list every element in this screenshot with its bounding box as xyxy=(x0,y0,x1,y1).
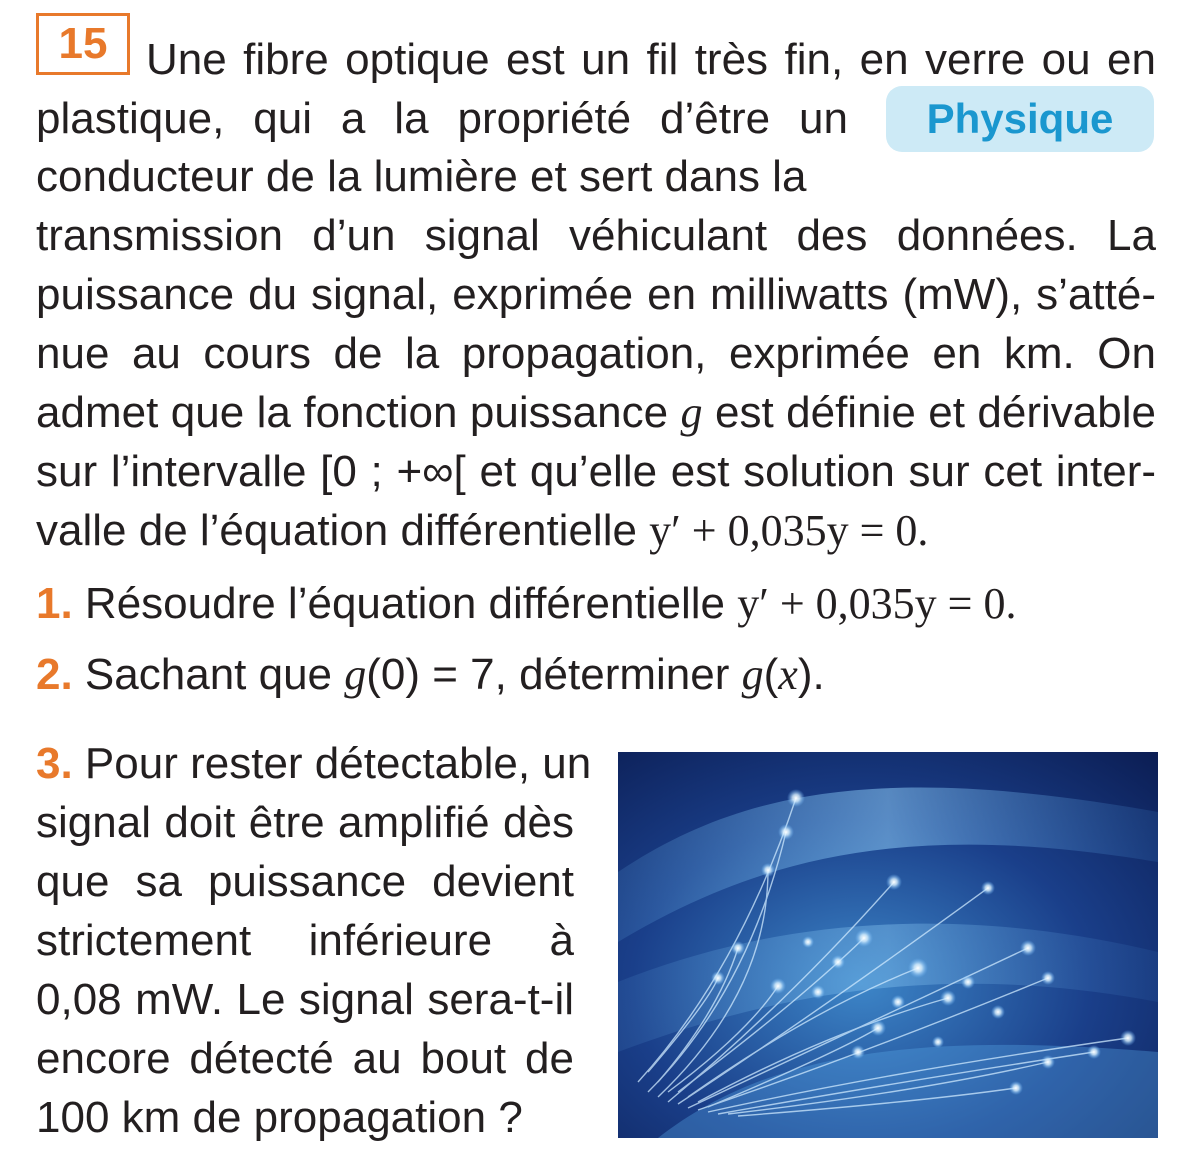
question-3-line-7: 100 km de propagation ? xyxy=(36,1093,523,1142)
question-2: 2. Sachant que g(0) = 7, déterminer g(x). xyxy=(36,650,825,699)
statement-line-1: Une fibre optique est un fil très fin, en verre ou en xyxy=(146,35,1156,84)
statement-line-2: plastique, qui a la propriété d’être un xyxy=(36,94,848,143)
exercise-number: 15 xyxy=(36,13,130,75)
statement-line-6: nue au cours de la propagation, exprimée en km. On xyxy=(36,329,1156,378)
question-3-number: 3. xyxy=(36,739,73,788)
differential-equation: y′ + 0,035y = 0. xyxy=(649,506,929,555)
question-1-equation: y′ + 0,035y = 0. xyxy=(737,579,1017,628)
statement-line-9: valle de l’équation différentielle y′ + 0,035y = 0. xyxy=(36,506,929,555)
question-3-line-4: strictement inférieure à xyxy=(36,916,574,965)
question-2-number: 2. xyxy=(36,650,73,699)
statement-line-5: puissance du signal, exprimée en milliwatts (mW), s’atté- xyxy=(36,270,1156,319)
function-g: g xyxy=(680,388,703,437)
subject-tag: Physique xyxy=(886,86,1154,152)
statement-line-7: admet que la fonction puissance g est définie et dérivable xyxy=(36,388,1156,437)
question-3-line-3: que sa puissance devient xyxy=(36,857,574,906)
question-3-line-6: encore détecté au bout de xyxy=(36,1034,574,1083)
statement-line-4: transmission d’un signal véhiculant des données. La xyxy=(36,211,1156,260)
question-3-line-5: 0,08 mW. Le signal sera-t-il xyxy=(36,975,574,1024)
statement-line-8: sur l’intervalle [0 ; +∞[ et qu’elle est solution sur cet inter- xyxy=(36,447,1156,496)
statement-line-3: conducteur de la lumière et sert dans la xyxy=(36,152,807,201)
fiber-optic-photo xyxy=(618,752,1158,1138)
question-3-line-1: 3. Pour rester détectable, un xyxy=(36,739,592,788)
question-3-line-2: signal doit être amplifié dès xyxy=(36,798,574,847)
question-1: 1. Résoudre l’équation différentielle y′ + 0,035y = 0. xyxy=(36,579,1017,628)
question-1-number: 1. xyxy=(36,579,73,628)
